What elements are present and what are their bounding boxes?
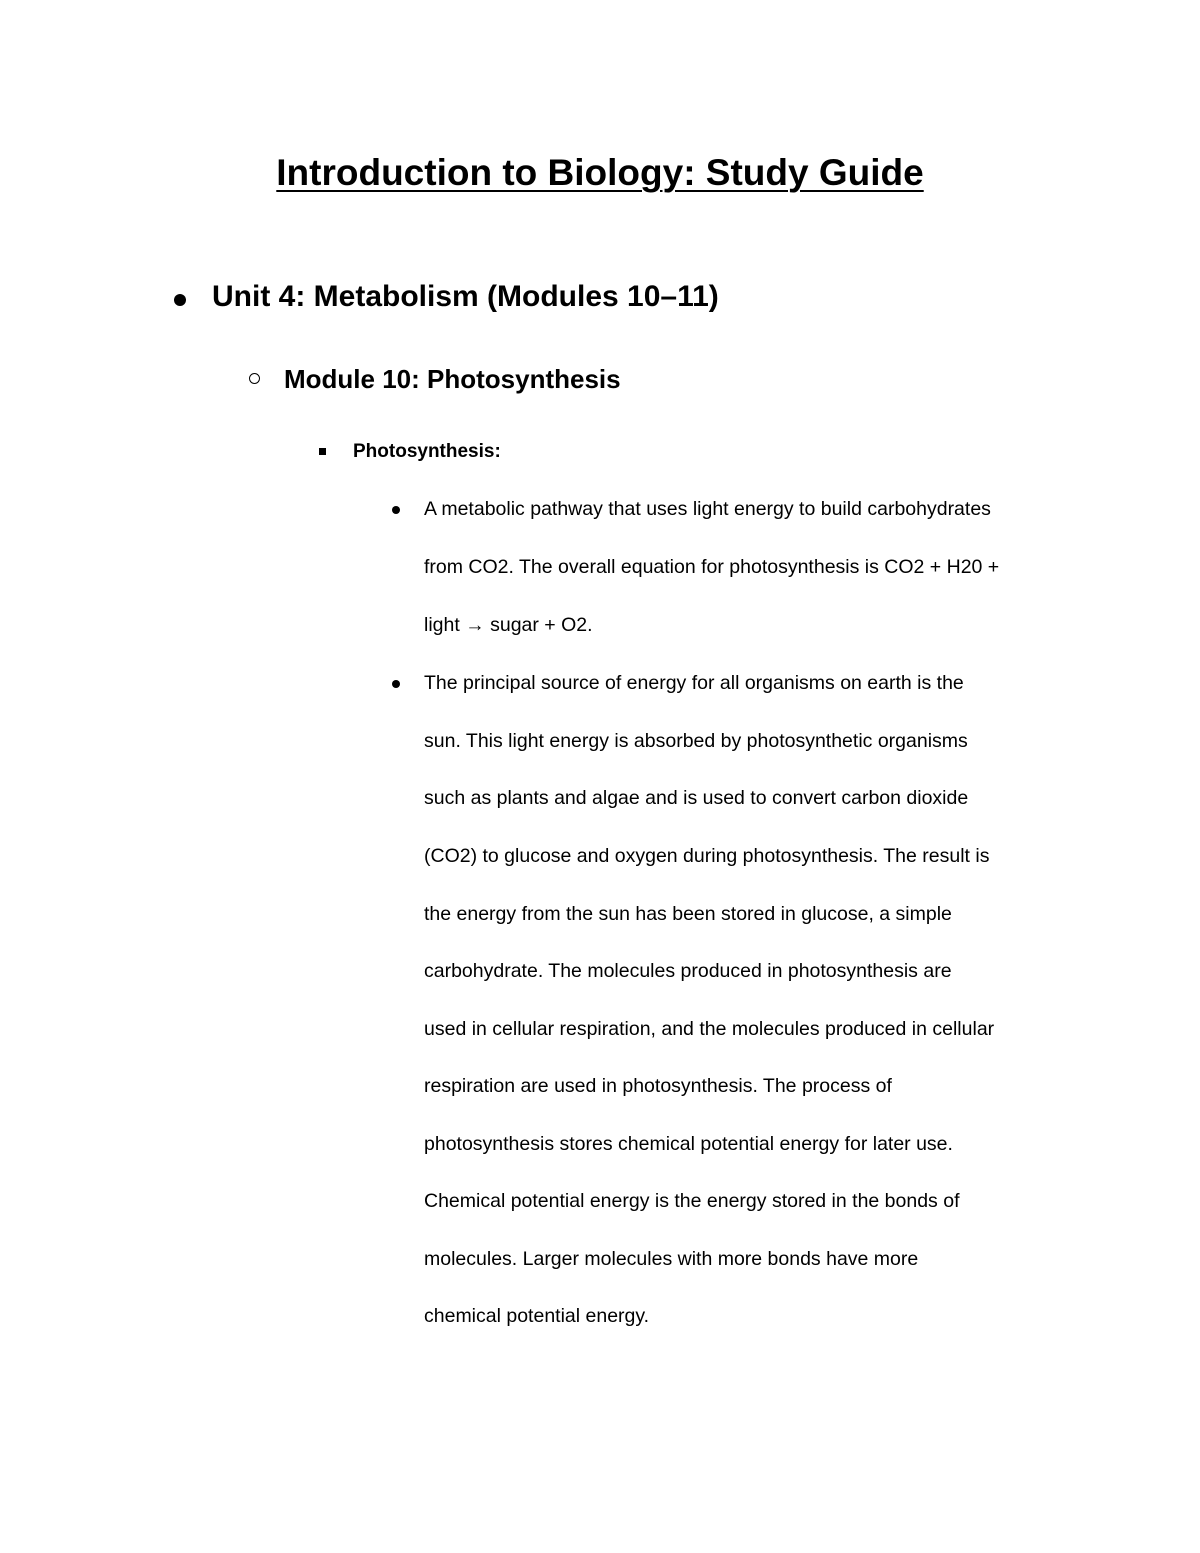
paragraph-line: (CO2) to glucose and oxygen during photosynthesis. The result is xyxy=(424,845,990,867)
paragraph-line: A metabolic pathway that uses light energy to build carbohydrates xyxy=(424,498,991,520)
paragraph-line: photosynthesis stores chemical potential energy for later use. xyxy=(424,1133,953,1155)
filled-circle-bullet-icon xyxy=(392,506,400,514)
hollow-circle-bullet-icon xyxy=(249,373,260,384)
paragraph-line: Chemical potential energy is the energy stored in the bonds of xyxy=(424,1190,960,1212)
paragraph-line: light → sugar + O2. xyxy=(424,614,593,636)
paragraph-line: carbohydrate. The molecules produced in photosynthesis are xyxy=(424,960,952,982)
square-bullet-icon xyxy=(319,448,326,455)
paragraph-line: chemical potential energy. xyxy=(424,1305,650,1327)
filled-circle-bullet-icon xyxy=(174,294,186,306)
document-title: Introduction to Biology: Study Guide xyxy=(276,152,924,193)
term-heading: Photosynthesis: xyxy=(353,441,501,462)
module-heading: Module 10: Photosynthesis xyxy=(284,364,621,394)
unit-heading: Unit 4: Metabolism (Modules 10–11) xyxy=(212,280,719,313)
paragraph-line: sun. This light energy is absorbed by photosynthetic organisms xyxy=(424,730,968,752)
paragraph-line: respiration are used in photosynthesis. The process of xyxy=(424,1075,892,1097)
paragraph-line: molecules. Larger molecules with more bonds have more xyxy=(424,1248,919,1270)
filled-circle-bullet-icon xyxy=(392,680,400,688)
paragraph-line: used in cellular respiration, and the molecules produced in cellular xyxy=(424,1018,995,1040)
paragraph-line: the energy from the sun has been stored in glucose, a simple xyxy=(424,903,952,925)
paragraph-line: from CO2. The overall equation for photosynthesis is CO2 + H20 + xyxy=(424,556,1000,578)
paragraph-line: such as plants and algae and is used to convert carbon dioxide xyxy=(424,787,969,809)
paragraph-line: The principal source of energy for all organisms on earth is the xyxy=(424,672,964,694)
